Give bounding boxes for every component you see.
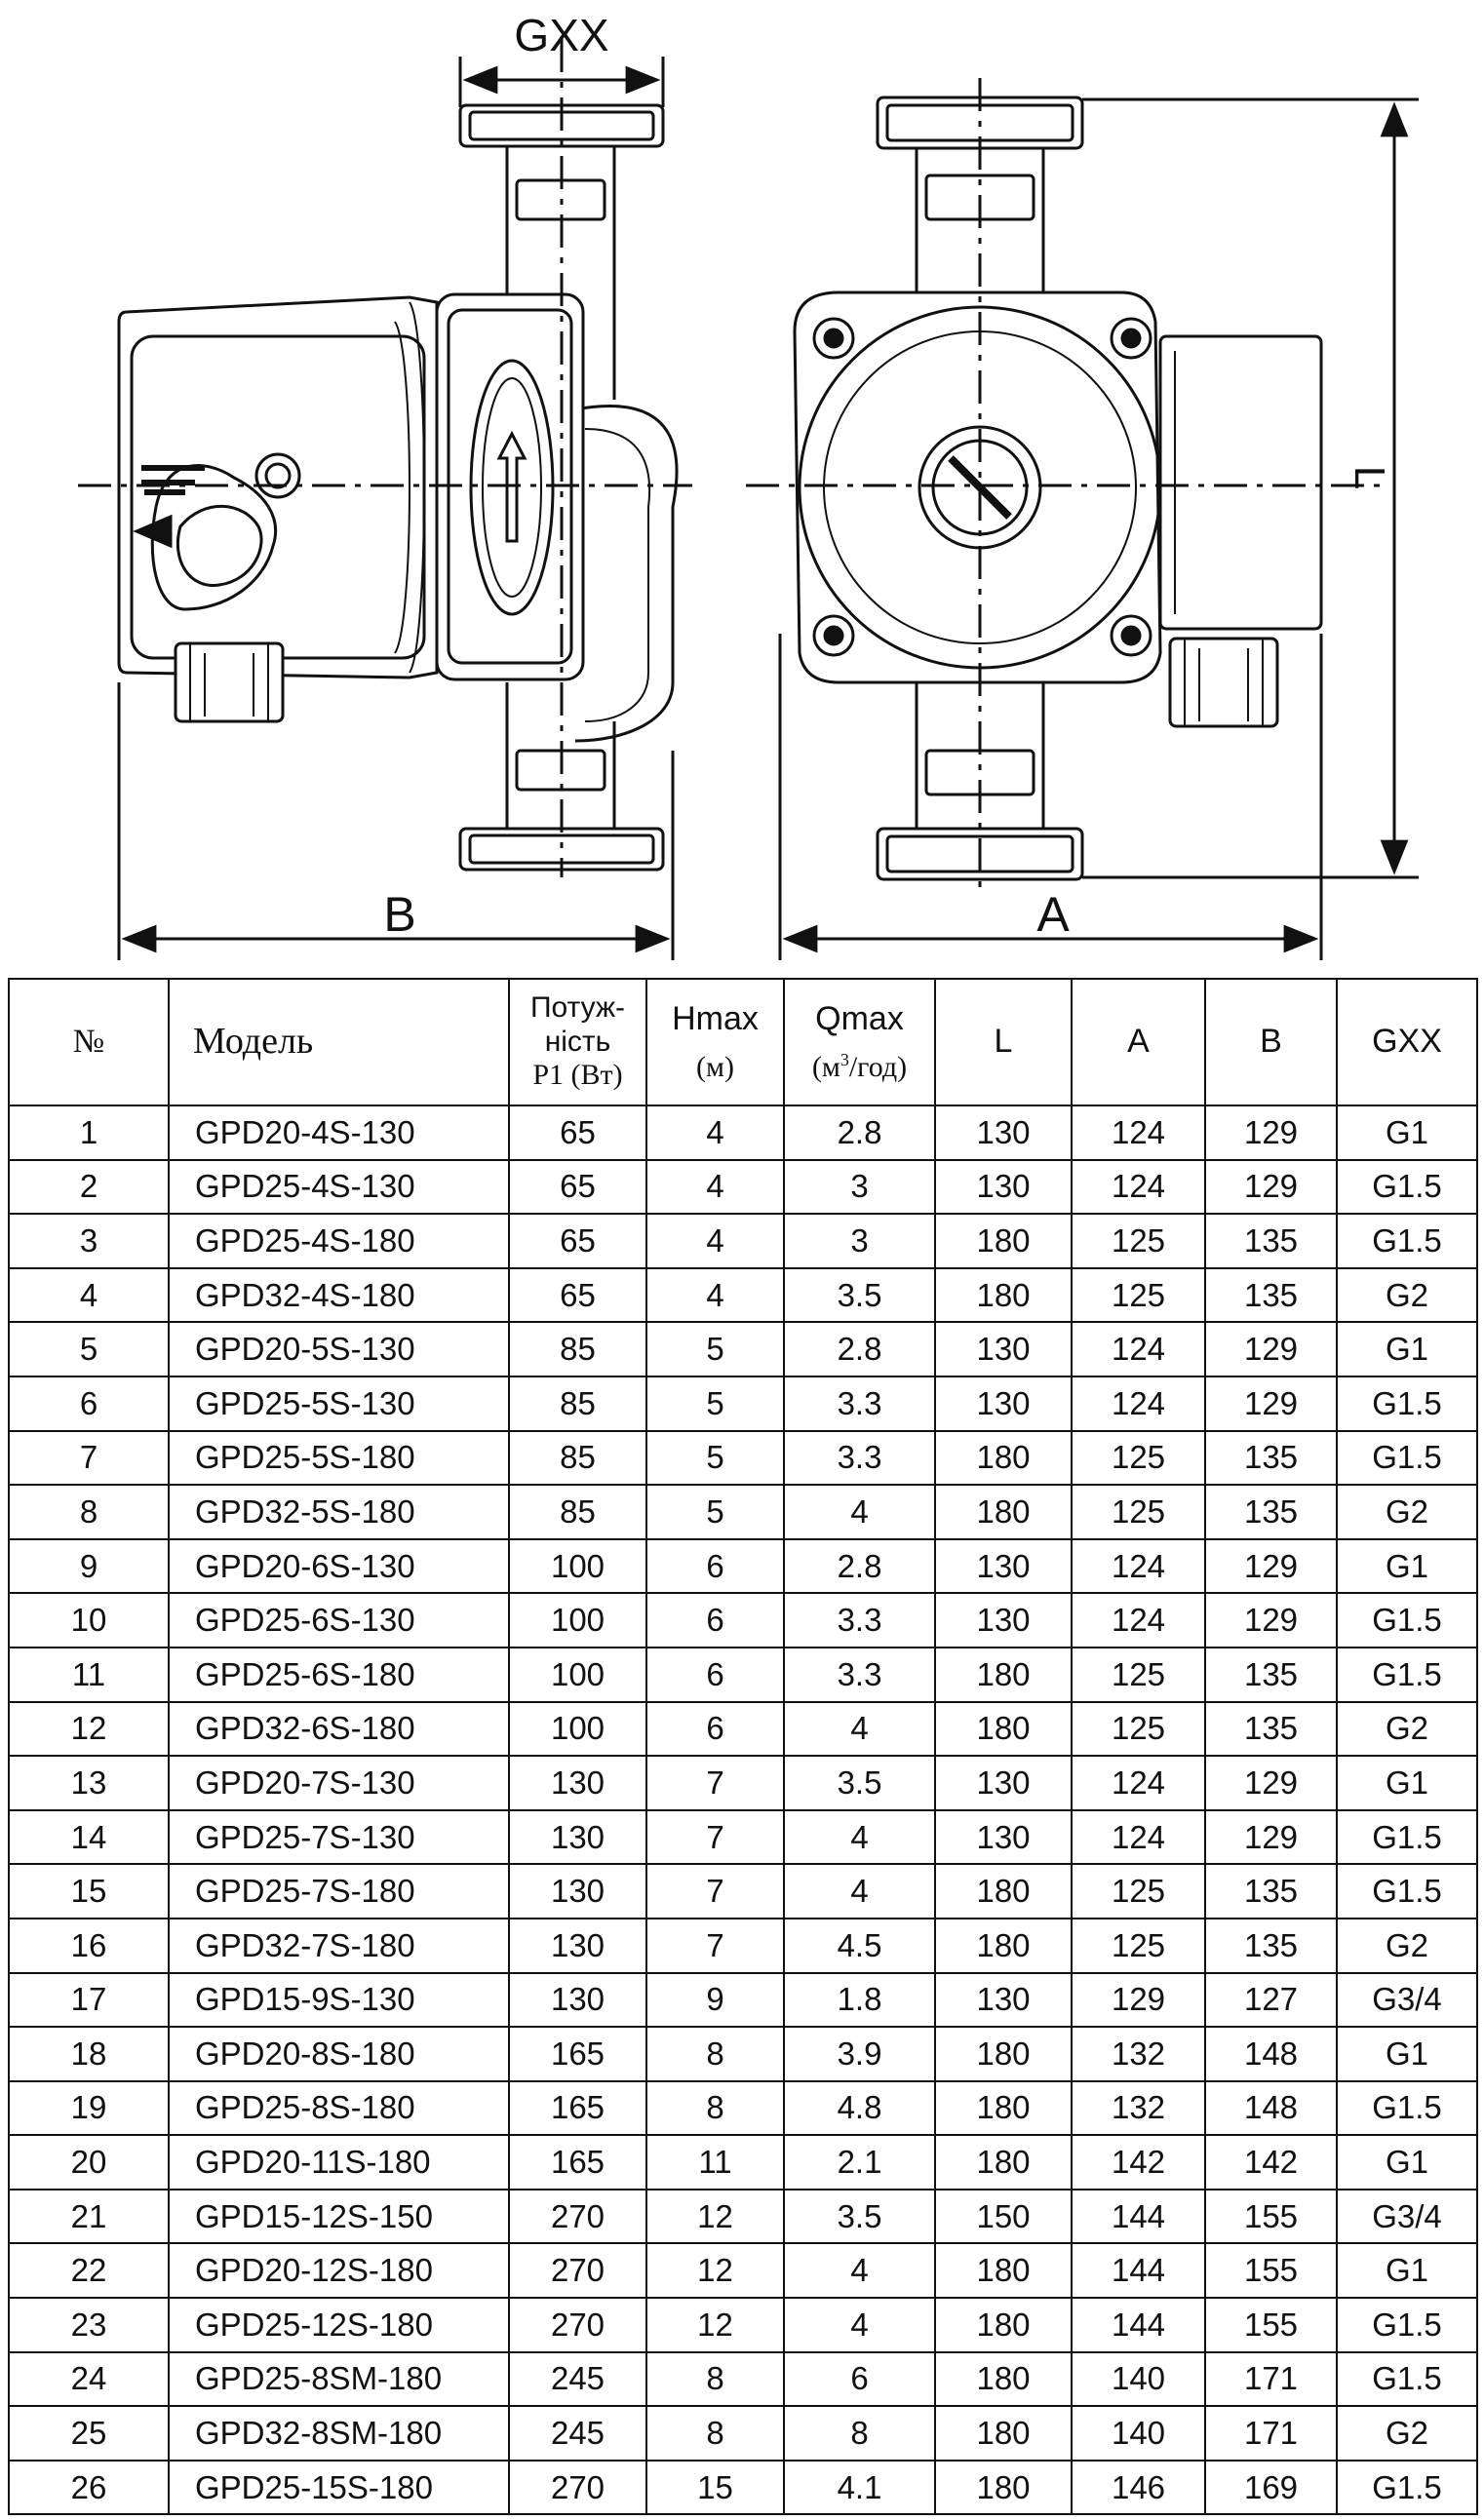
cell-l: 130 (935, 1322, 1072, 1376)
cell-gxx: G1.5 (1337, 1648, 1477, 1702)
cell-a: 124 (1072, 1322, 1205, 1376)
cell-a: 125 (1072, 1214, 1205, 1268)
cell-num: 13 (9, 1756, 169, 1810)
cell-model: GPD25-5S-180 (169, 1431, 509, 1486)
cell-b: 129 (1205, 1160, 1337, 1215)
cell-num: 14 (9, 1810, 169, 1865)
table-row (9, 1105, 1477, 1160)
cell-gxx: G2 (1337, 2406, 1477, 2461)
cell-b: 142 (1205, 2135, 1337, 2190)
cell-power: 165 (509, 2081, 646, 2136)
cell-gxx: G1 (1337, 1322, 1477, 1376)
header-hmax-label: Hmax (672, 999, 759, 1037)
table-row (9, 1919, 1477, 1973)
cell-power: 65 (509, 1160, 646, 1215)
cell-model: GPD20-4S-130 (169, 1105, 509, 1160)
cell-num: 24 (9, 2352, 169, 2407)
cell-power: 65 (509, 1268, 646, 1323)
cell-gxx: G1 (1337, 2027, 1477, 2081)
cell-a: 132 (1072, 2027, 1205, 2081)
cell-l: 180 (935, 1702, 1072, 1757)
cell-num: 23 (9, 2298, 169, 2352)
cell-hmax: 12 (646, 2243, 784, 2298)
cell-b: 135 (1205, 1864, 1337, 1919)
cell-power: 100 (509, 1702, 646, 1757)
cell-power: 85 (509, 1376, 646, 1431)
cell-power: 130 (509, 1810, 646, 1865)
cell-a: 124 (1072, 1539, 1205, 1594)
cell-hmax: 7 (646, 1919, 784, 1973)
cell-hmax: 6 (646, 1593, 784, 1648)
cell-model: GPD20-5S-130 (169, 1322, 509, 1376)
cell-power: 100 (509, 1539, 646, 1594)
cell-hmax: 9 (646, 1973, 784, 2028)
cell-gxx: G1 (1337, 1105, 1477, 1160)
cell-l: 130 (935, 1160, 1072, 1215)
cell-a: 124 (1072, 1105, 1205, 1160)
cell-hmax: 8 (646, 2406, 784, 2461)
cell-l: 180 (935, 2081, 1072, 2136)
table-row (9, 2298, 1477, 2352)
cell-num: 25 (9, 2406, 169, 2461)
cell-b: 129 (1205, 1593, 1337, 1648)
cell-l: 180 (935, 1485, 1072, 1539)
header-qmax-unit-post: /год) (848, 1051, 908, 1084)
cell-a: 132 (1072, 2081, 1205, 2136)
cell-gxx: G1.5 (1337, 2352, 1477, 2407)
table-row (9, 1810, 1477, 1865)
cell-num: 26 (9, 2461, 169, 2515)
cell-qmax: 4 (784, 1702, 935, 1757)
cell-num: 12 (9, 1702, 169, 1757)
cell-num: 20 (9, 2135, 169, 2190)
cell-b: 129 (1205, 1810, 1337, 1865)
header-qmax-unit-sup: 3 (840, 1050, 849, 1070)
table-row (9, 2027, 1477, 2081)
table-body (9, 1105, 1477, 2514)
cell-qmax: 3.3 (784, 1648, 935, 1702)
cell-hmax: 8 (646, 2081, 784, 2136)
header-qmax-unit (785, 1051, 934, 1083)
cell-qmax: 4.1 (784, 2461, 935, 2515)
cell-gxx: G2 (1337, 1485, 1477, 1539)
cell-num: 17 (9, 1973, 169, 2028)
cell-b: 129 (1205, 1756, 1337, 1810)
cell-a: 125 (1072, 1919, 1205, 1973)
cell-l: 180 (935, 1268, 1072, 1323)
cell-power: 165 (509, 2135, 646, 2190)
cell-b: 135 (1205, 1214, 1337, 1268)
cell-model: GPD15-9S-130 (169, 1973, 509, 2028)
cell-gxx: G2 (1337, 1702, 1477, 1757)
cell-qmax: 4 (784, 2243, 935, 2298)
cell-a: 125 (1072, 1864, 1205, 1919)
cell-num: 7 (9, 1431, 169, 1486)
cell-hmax: 7 (646, 1810, 784, 1865)
cell-qmax: 3.3 (784, 1376, 935, 1431)
table-row (9, 2135, 1477, 2190)
cell-l: 180 (935, 2461, 1072, 2515)
cell-num: 19 (9, 2081, 169, 2136)
cell-qmax: 4 (784, 1864, 935, 1919)
cell-qmax: 3.3 (784, 1431, 935, 1486)
cell-power: 165 (509, 2027, 646, 2081)
cell-model: GPD25-7S-180 (169, 1864, 509, 1919)
dimension-label-gxx: GXX (514, 10, 609, 60)
header-num: № (9, 979, 169, 1105)
cell-l: 180 (935, 1431, 1072, 1486)
cell-b: 155 (1205, 2298, 1337, 2352)
table-row (9, 1864, 1477, 1919)
table-row (9, 1973, 1477, 2028)
table-row (9, 2461, 1477, 2515)
cell-a: 125 (1072, 1431, 1205, 1486)
cell-a: 144 (1072, 2190, 1205, 2244)
cell-model: GPD20-6S-130 (169, 1539, 509, 1594)
header-power-line3: Р1 (Вт) (532, 1059, 623, 1092)
cell-hmax: 6 (646, 1539, 784, 1594)
cell-qmax: 3 (784, 1214, 935, 1268)
cell-qmax: 4 (784, 1485, 935, 1539)
cell-hmax: 8 (646, 2027, 784, 2081)
cell-qmax: 3.5 (784, 1268, 935, 1323)
cell-b: 135 (1205, 1919, 1337, 1973)
cell-gxx: G1.5 (1337, 1431, 1477, 1486)
cell-gxx: G1.5 (1337, 1593, 1477, 1648)
table-row (9, 2081, 1477, 2136)
cell-hmax: 5 (646, 1376, 784, 1431)
cell-model: GPD25-15S-180 (169, 2461, 509, 2515)
cell-l: 180 (935, 2298, 1072, 2352)
header-power (509, 979, 646, 1105)
cell-model: GPD20-8S-180 (169, 2027, 509, 2081)
table-row (9, 1648, 1477, 1702)
cell-model: GPD32-5S-180 (169, 1485, 509, 1539)
cell-hmax: 5 (646, 1431, 784, 1486)
cell-gxx: G1.5 (1337, 1864, 1477, 1919)
cell-model: GPD20-12S-180 (169, 2243, 509, 2298)
cell-l: 180 (935, 2406, 1072, 2461)
cell-power: 85 (509, 1485, 646, 1539)
cell-b: 129 (1205, 1105, 1337, 1160)
cell-b: 155 (1205, 2190, 1337, 2244)
header-model: Модель (169, 979, 509, 1105)
cell-b: 169 (1205, 2461, 1337, 2515)
cell-hmax: 8 (646, 2352, 784, 2407)
cell-model: GPD25-5S-130 (169, 1376, 509, 1431)
cell-l: 180 (935, 1864, 1072, 1919)
cell-l: 180 (935, 2135, 1072, 2190)
table-row (9, 2190, 1477, 2244)
cell-b: 135 (1205, 1268, 1337, 1323)
cell-gxx: G1 (1337, 2243, 1477, 2298)
table-row (9, 2243, 1477, 2298)
cell-model: GPD25-6S-180 (169, 1648, 509, 1702)
cell-hmax: 15 (646, 2461, 784, 2515)
cell-power: 65 (509, 1105, 646, 1160)
cell-hmax: 4 (646, 1268, 784, 1323)
cell-qmax: 4 (784, 1810, 935, 1865)
cell-qmax: 2.8 (784, 1539, 935, 1594)
table-row (9, 1756, 1477, 1810)
cell-b: 135 (1205, 1431, 1337, 1486)
cell-power: 245 (509, 2352, 646, 2407)
cell-gxx: G1.5 (1337, 1376, 1477, 1431)
cell-num: 4 (9, 1268, 169, 1323)
cell-power: 130 (509, 1864, 646, 1919)
cell-hmax: 4 (646, 1160, 784, 1215)
cell-qmax: 2.8 (784, 1105, 935, 1160)
cell-model: GPD25-8SM-180 (169, 2352, 509, 2407)
header-b: B (1205, 979, 1337, 1105)
cell-l: 130 (935, 1593, 1072, 1648)
cell-model: GPD20-11S-180 (169, 2135, 509, 2190)
pump-spec-table (8, 978, 1478, 2515)
cell-qmax: 2.8 (784, 1322, 935, 1376)
cell-power: 100 (509, 1648, 646, 1702)
cell-l: 130 (935, 1756, 1072, 1810)
header-qmax-label: Qmax (815, 999, 904, 1037)
cell-hmax: 4 (646, 1214, 784, 1268)
cell-qmax: 2.1 (784, 2135, 935, 2190)
cell-model: GPD25-7S-130 (169, 1810, 509, 1865)
header-qmax-unit-pre: (м (811, 1051, 840, 1084)
cell-b: 135 (1205, 1702, 1337, 1757)
cell-power: 130 (509, 1919, 646, 1973)
cell-qmax: 8 (784, 2406, 935, 2461)
table-row (9, 1431, 1477, 1486)
cell-power: 85 (509, 1322, 646, 1376)
cell-qmax: 4.8 (784, 2081, 935, 2136)
cell-b: 148 (1205, 2027, 1337, 2081)
header-l: L (935, 979, 1072, 1105)
header-a: A (1072, 979, 1205, 1105)
cell-power: 245 (509, 2406, 646, 2461)
cell-power: 130 (509, 1756, 646, 1810)
cell-gxx: G1 (1337, 1756, 1477, 1810)
cell-a: 124 (1072, 1756, 1205, 1810)
cell-num: 21 (9, 2190, 169, 2244)
table-row (9, 2352, 1477, 2407)
cell-hmax: 7 (646, 1756, 784, 1810)
cell-a: 140 (1072, 2406, 1205, 2461)
cell-a: 142 (1072, 2135, 1205, 2190)
cell-a: 146 (1072, 2461, 1205, 2515)
cell-hmax: 12 (646, 2298, 784, 2352)
header-power-line2: ність (544, 1025, 611, 1058)
cell-model: GPD32-8SM-180 (169, 2406, 509, 2461)
cell-hmax: 6 (646, 1648, 784, 1702)
table-row (9, 1322, 1477, 1376)
cell-gxx: G1.5 (1337, 2298, 1477, 2352)
cell-gxx: G1 (1337, 1539, 1477, 1594)
cell-gxx: G3/4 (1337, 2190, 1477, 2244)
cell-model: GPD25-8S-180 (169, 2081, 509, 2136)
header-hmax-unit: (м) (696, 1051, 734, 1084)
cell-b: 135 (1205, 1648, 1337, 1702)
cell-b: 171 (1205, 2406, 1337, 2461)
cell-gxx: G3/4 (1337, 1973, 1477, 2028)
cell-power: 130 (509, 1973, 646, 2028)
cell-b: 127 (1205, 1973, 1337, 2028)
cell-qmax: 4 (784, 2298, 935, 2352)
cell-qmax: 3.3 (784, 1593, 935, 1648)
cell-a: 124 (1072, 1160, 1205, 1215)
table-row (9, 1376, 1477, 1431)
cell-b: 148 (1205, 2081, 1337, 2136)
cell-l: 130 (935, 1973, 1072, 2028)
cell-model: GPD25-4S-130 (169, 1160, 509, 1215)
cell-l: 150 (935, 2190, 1072, 2244)
cell-gxx: G1.5 (1337, 1160, 1477, 1215)
cell-hmax: 7 (646, 1864, 784, 1919)
cell-num: 9 (9, 1539, 169, 1594)
pump-dimension-drawing (0, 0, 1484, 975)
front-view (780, 97, 1419, 960)
header-hmax (646, 979, 784, 1105)
cell-num: 10 (9, 1593, 169, 1648)
cell-l: 180 (935, 1214, 1072, 1268)
cell-l: 180 (935, 1648, 1072, 1702)
table-row (9, 1160, 1477, 1215)
cell-b: 155 (1205, 2243, 1337, 2298)
cell-model: GPD32-7S-180 (169, 1919, 509, 1973)
cell-a: 125 (1072, 1268, 1205, 1323)
cell-model: GPD20-7S-130 (169, 1756, 509, 1810)
cell-l: 130 (935, 1376, 1072, 1431)
table-row (9, 1702, 1477, 1757)
cell-qmax: 6 (784, 2352, 935, 2407)
cell-gxx: G1.5 (1337, 2461, 1477, 2515)
cell-a: 140 (1072, 2352, 1205, 2407)
cell-hmax: 5 (646, 1485, 784, 1539)
table-row (9, 1539, 1477, 1594)
cell-a: 124 (1072, 1376, 1205, 1431)
cell-b: 129 (1205, 1322, 1337, 1376)
cell-model: GPD25-6S-130 (169, 1593, 509, 1648)
cell-b: 171 (1205, 2352, 1337, 2407)
cell-hmax: 11 (646, 2135, 784, 2190)
cell-gxx: G2 (1337, 1268, 1477, 1323)
cell-num: 3 (9, 1214, 169, 1268)
cell-b: 135 (1205, 1485, 1337, 1539)
cell-num: 22 (9, 2243, 169, 2298)
cell-gxx: G1.5 (1337, 2081, 1477, 2136)
header-gxx: GXX (1337, 979, 1477, 1105)
cell-l: 130 (935, 1810, 1072, 1865)
cell-gxx: G2 (1337, 1919, 1477, 1973)
cell-a: 125 (1072, 1702, 1205, 1757)
cell-power: 270 (509, 2461, 646, 2515)
cell-num: 18 (9, 2027, 169, 2081)
table-header-row (9, 979, 1477, 1105)
dimension-label-b: B (383, 887, 416, 942)
cell-l: 130 (935, 1105, 1072, 1160)
cell-qmax: 3 (784, 1160, 935, 1215)
table-row (9, 1593, 1477, 1648)
header-power-line1: Потуж- (529, 991, 626, 1025)
cell-a: 144 (1072, 2298, 1205, 2352)
cell-b: 129 (1205, 1539, 1337, 1594)
cell-model: GPD32-6S-180 (169, 1702, 509, 1757)
cell-power: 85 (509, 1431, 646, 1486)
cell-qmax: 4.5 (784, 1919, 935, 1973)
cell-gxx: G1 (1337, 2135, 1477, 2190)
cell-a: 129 (1072, 1973, 1205, 2028)
cell-qmax: 3.9 (784, 2027, 935, 2081)
header-qmax (784, 979, 935, 1105)
cell-a: 125 (1072, 1485, 1205, 1539)
cell-num: 5 (9, 1322, 169, 1376)
cell-l: 180 (935, 2027, 1072, 2081)
dimension-label-l: L (1346, 465, 1393, 490)
cell-model: GPD32-4S-180 (169, 1268, 509, 1323)
cell-b: 129 (1205, 1376, 1337, 1431)
cell-qmax: 3.5 (784, 1756, 935, 1810)
cell-model: GPD15-12S-150 (169, 2190, 509, 2244)
cell-num: 8 (9, 1485, 169, 1539)
cell-num: 15 (9, 1864, 169, 1919)
cell-num: 16 (9, 1919, 169, 1973)
side-view (119, 57, 677, 960)
cell-hmax: 6 (646, 1702, 784, 1757)
table-row (9, 1268, 1477, 1323)
cell-a: 144 (1072, 2243, 1205, 2298)
dimension-label-a: A (1036, 887, 1070, 942)
cell-power: 270 (509, 2190, 646, 2244)
cell-l: 130 (935, 1539, 1072, 1594)
cell-hmax: 4 (646, 1105, 784, 1160)
cell-num: 6 (9, 1376, 169, 1431)
table-row (9, 2406, 1477, 2461)
cell-num: 11 (9, 1648, 169, 1702)
cell-power: 100 (509, 1593, 646, 1648)
cell-a: 125 (1072, 1648, 1205, 1702)
cell-power: 65 (509, 1214, 646, 1268)
cell-qmax: 1.8 (784, 1973, 935, 2028)
cell-hmax: 12 (646, 2190, 784, 2244)
cell-a: 124 (1072, 1810, 1205, 1865)
cell-a: 124 (1072, 1593, 1205, 1648)
cell-num: 1 (9, 1105, 169, 1160)
cell-model: GPD25-12S-180 (169, 2298, 509, 2352)
cell-gxx: G1.5 (1337, 1810, 1477, 1865)
cell-model: GPD25-4S-180 (169, 1214, 509, 1268)
table-row (9, 1485, 1477, 1539)
cell-power: 270 (509, 2298, 646, 2352)
cell-l: 180 (935, 1919, 1072, 1973)
cell-qmax: 3.5 (784, 2190, 935, 2244)
cell-l: 180 (935, 2243, 1072, 2298)
cell-l: 180 (935, 2352, 1072, 2407)
cell-gxx: G1.5 (1337, 1214, 1477, 1268)
cell-num: 2 (9, 1160, 169, 1215)
cell-power: 270 (509, 2243, 646, 2298)
table-row (9, 1214, 1477, 1268)
cell-hmax: 5 (646, 1322, 784, 1376)
